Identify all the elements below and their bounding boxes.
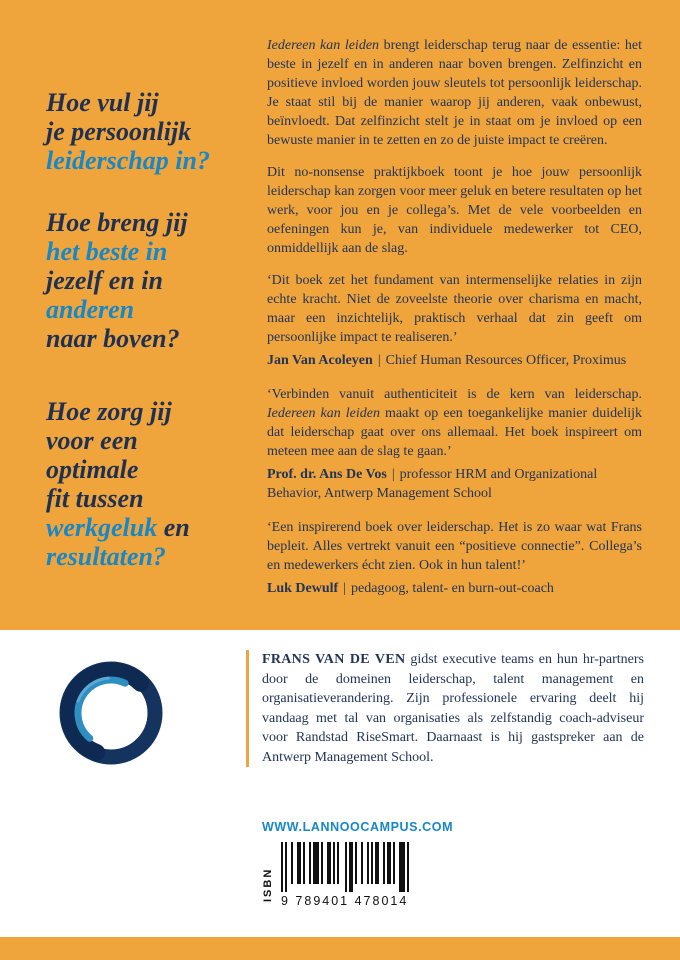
attribution-separator: | xyxy=(391,467,395,482)
isbn-label: ISBN xyxy=(262,867,274,902)
publisher-website: WWW.LANNOOCAMPUS.COM xyxy=(262,820,454,834)
author-name: FRANS VAN DE VEN xyxy=(262,652,406,667)
question-line: voor een xyxy=(46,426,138,455)
quote-1-attribution xyxy=(267,351,642,370)
question-line: werkgeluk xyxy=(46,513,164,542)
attribution-name: Jan Van Acoleyen xyxy=(267,353,373,368)
quote-3-attribution xyxy=(267,579,642,598)
attribution-name: Prof. dr. Ans De Vos xyxy=(267,467,387,482)
book-title-italic: Iedereen kan leiden xyxy=(267,38,380,53)
question-line: Hoe breng jij xyxy=(46,208,188,237)
publisher-logo xyxy=(50,652,172,774)
author-bio-text: gidst executive teams en hun hr-partners door de domeinen leiderschap, talent management en organisatieverandering. Zijn professionele ervaring deelt hij vandaag met tal van organisaties als zelfstandig coach-adviseur voor Randstad RiseSmart. Daarnaast is hij gastspreker aan de Antwerp Management School. xyxy=(262,652,644,765)
attribution-separator: | xyxy=(343,581,346,596)
quote-1: ‘Dit boek zet het fundament van intermenselijke relaties in zijn echte kracht. Niet de zoveelste theorie over charisma en macht, maar een inzichtelijk, praktisch verhaal dat zin geeft om persoonlijke impact te realiseren.’ xyxy=(267,273,642,345)
question-line: fit tussen xyxy=(46,484,144,513)
questions-column xyxy=(46,88,264,604)
book-title-italic: Iedereen kan leiden xyxy=(267,406,380,421)
bottom-panel xyxy=(0,630,680,937)
author-bio xyxy=(246,650,644,767)
question-line: optimale xyxy=(46,455,139,484)
question-line: het beste in xyxy=(46,237,168,266)
isbn-number: 9 789401 478014 xyxy=(281,894,409,908)
question-line: leiderschap in? xyxy=(46,146,210,175)
question-line: Hoe vul jij xyxy=(46,88,159,117)
body-column xyxy=(267,36,642,613)
quote-3: ‘Een inspirerend boek over leiderschap. Het is zo waar wat Frans bepleit. Alles vertrekt vanuit een “positieve connectie”. Collega’s en medewerkers écht zien. Ook in hun talent!’ xyxy=(267,520,642,573)
circle-brush-logo-icon xyxy=(50,652,172,774)
question-1 xyxy=(46,88,264,175)
question-line: naar boven? xyxy=(46,324,180,353)
question-line: jezelf en in xyxy=(46,266,163,295)
isbn-barcode xyxy=(262,842,411,908)
intro-paragraph: Iedereen kan leiden brengt leiderschap terug naar de essentie: het beste in jezelf en in anderen naar boven brengen. Zelfinzicht en positieve invloed worden jouw sleutels tot persoonlijk leiderschap. Je staat stil bij de manier waarop jij anderen, vaak onbewust, beïnvloedt. Dat zelfinzicht stelt je in staat om je invloed op een bewuste manier in te zetten en zo de juiste impact te creëren. xyxy=(267,38,642,148)
question-2 xyxy=(46,208,264,353)
second-paragraph: Dit no-nonsense praktijkboek toont je hoe jouw persoonlijk leiderschap kan zorgen voor meer geluk en betere resultaten op het werk, voor jou en je collega’s. Met de vele voorbeelden en oefeningen kun je, van individuele medewerker tot CEO, onmiddellijk aan de slag. xyxy=(267,165,642,256)
question-line: resultaten? xyxy=(46,542,166,571)
attribution-role: pedagoog, talent- en burn-out-coach xyxy=(351,581,554,596)
question-line: Hoe zorg jij xyxy=(46,397,172,426)
question-line: je persoonlijk xyxy=(46,117,192,146)
question-line: en xyxy=(163,513,190,542)
barcode-bars xyxy=(281,842,411,892)
quote-2: ‘Verbinden vanuit authenticiteit is de kern van leiderschap. Iedereen kan leiden maakt op een toegankelijke manier duidelijk dat leiderschap gaat over ons allemaal. Het boek inspireert om meteen mee aan de slag te gaan.’ xyxy=(267,387,642,459)
attribution-name: Luk Dewulf xyxy=(267,581,339,596)
attribution-separator: | xyxy=(377,353,381,368)
quote-2-attribution xyxy=(267,465,642,503)
question-3 xyxy=(46,397,264,571)
question-line: anderen xyxy=(46,295,135,324)
attribution-role: Chief Human Resources Officer, Proximus xyxy=(385,353,627,368)
attribution-role: professor HRM and Organizational Behavior, Antwerp Management School xyxy=(267,467,598,501)
